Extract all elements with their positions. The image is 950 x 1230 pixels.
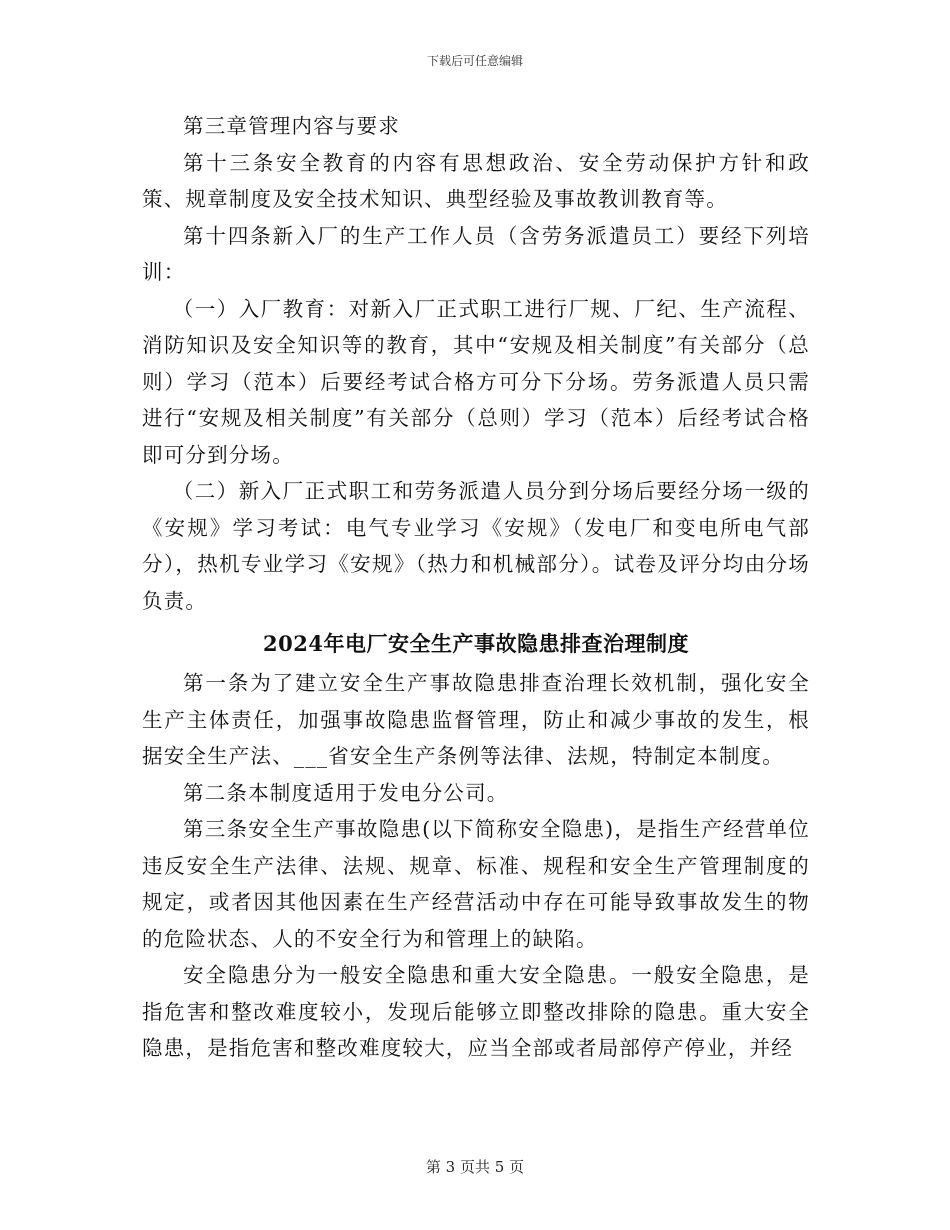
article-14: 第十四条新入厂的生产工作人员（含劳务派遣员工）要经下列培训： xyxy=(142,223,810,284)
hazard-classification: 安全隐患分为一般安全隐患和重大安全隐患。一般安全隐患，是指危害和整改难度较小，发现后能够立即整改排除的隐患。重大安全隐患，是指危害和整改难度较大，应当全部或者局部停产停业，并经 xyxy=(142,963,810,1060)
page-header: 下载后可任意编辑 xyxy=(426,54,523,68)
training-item-2: （二）新入厂正式职工和劳务派遣人员分到分场后要经分场一级的《安规》学习考试：电气专业学习《安规》（发电厂和变电所电气部分），热机专业学习《安规》（热力和机械部分）。试卷及评分均由分场负责。 xyxy=(142,479,810,613)
article-13: 第十三条安全教育的内容有思想政治、安全劳动保护方针和政策、规章制度及安全技术知识、典型经验及事故教训教育等。 xyxy=(142,150,810,211)
article-3: 第三条安全生产事故隐患(以下简称安全隐患)，是指生产经营单位违反安全生产法律、法规、规章、标准、规程和安全生产管理制度的规定，或者因其他因素在生产经营活动中存在可能导致事故发生的物的危险状态、人的不安全行为和管理上的缺陷。 xyxy=(142,817,810,951)
document-title: 2024年电厂安全生产事故隐患排查治理制度 xyxy=(263,631,689,656)
document-body xyxy=(142,108,810,1067)
chapter-heading: 第三章管理内容与要求 xyxy=(183,114,400,138)
article-1: 第一条为了建立安全生产事故隐患排查治理长效机制，强化安全生产主体责任，加强事故隐患监督管理，防止和减少事故的发生，根据安全生产法、___省安全生产条例等法律、法规，特制定本制度。 xyxy=(142,671,810,768)
article-2: 第二条本制度适用于发电分公司。 xyxy=(183,780,509,805)
page-number: 第 3 页共 5 页 xyxy=(425,1158,525,1176)
training-item-1: （一）入厂教育：对新入厂正式职工进行厂规、厂纪、生产流程、消防知识及安全知识等的教育，其中“安规及相关制度”有关部分（总则）学习（范本）后要经考试合格方可分下分场。劳务派遣人员只需进行“安规及相关制度”有关部分（总则）学习（范本）后经考试合格即可分到分场。 xyxy=(142,296,810,467)
